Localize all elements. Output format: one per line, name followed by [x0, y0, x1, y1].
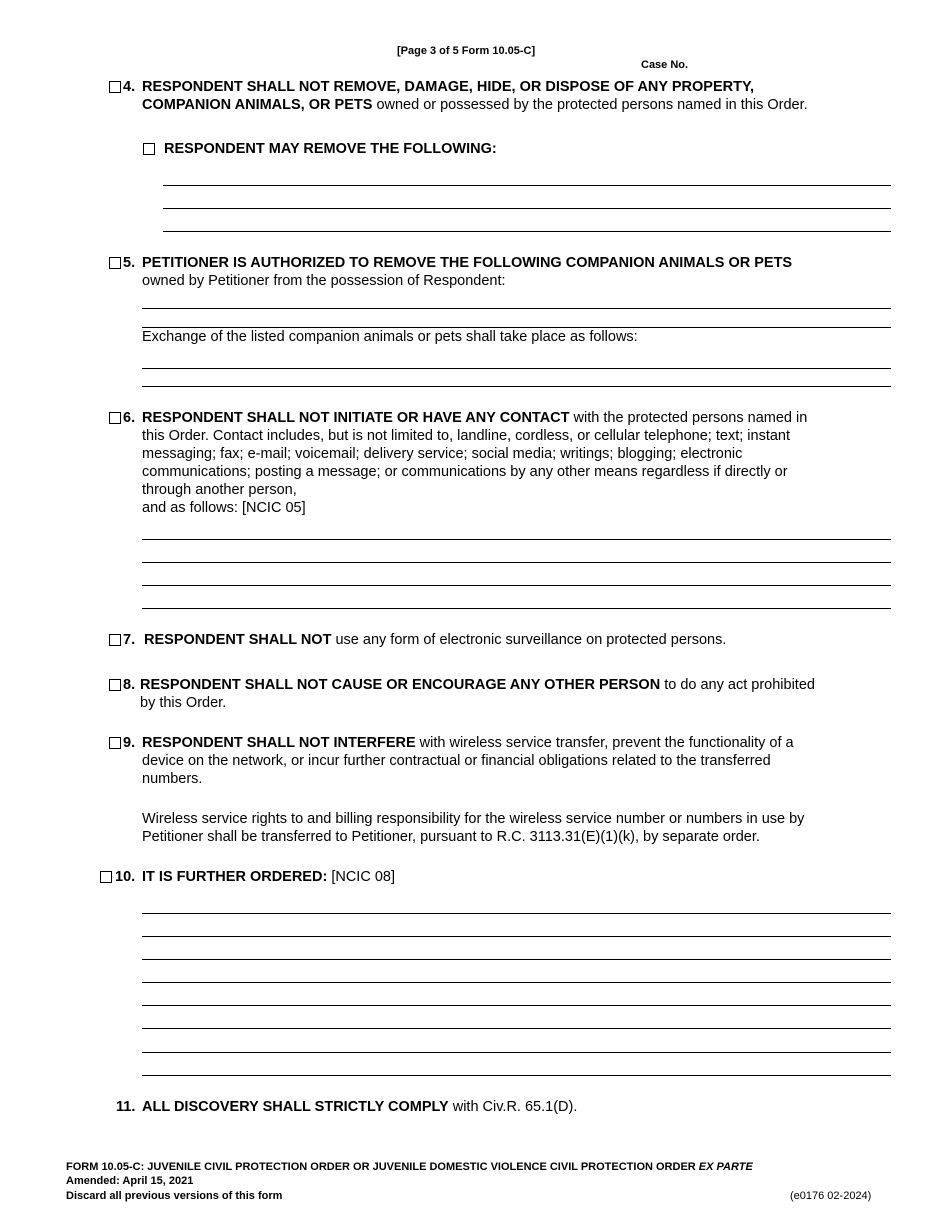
item8-checkbox[interactable]	[109, 679, 121, 691]
item6-number: 6.	[123, 410, 136, 426]
item6-line1	[142, 409, 807, 427]
case-no-label: Case No.	[641, 59, 689, 71]
item8-line1	[140, 676, 815, 694]
item4-blank-line-3[interactable]	[163, 231, 891, 232]
item10-blank-line-2[interactable]	[142, 936, 891, 937]
item7-number: 7.	[123, 632, 136, 648]
item5-blank-line-4[interactable]	[142, 386, 891, 387]
item4-heading-line2	[142, 96, 808, 114]
item6-checkbox[interactable]	[109, 412, 121, 424]
item9-checkbox[interactable]	[109, 737, 121, 749]
item6-line4: communications; posting a message; or communications by any other means regardless if directly or	[142, 464, 788, 480]
item6-blank-line-2[interactable]	[142, 562, 891, 563]
item6-blank-line-3[interactable]	[142, 585, 891, 586]
item9-line1	[142, 734, 794, 752]
item11-heading-bold: ALL DISCOVERY SHALL STRICTLY COMPLY	[142, 1099, 449, 1115]
item4-blank-line-1[interactable]	[163, 185, 891, 186]
item10-blank-line-4[interactable]	[142, 982, 891, 983]
item10-blank-line-5[interactable]	[142, 1005, 891, 1006]
item9-para-line2: Petitioner shall be transferred to Petitioner, pursuant to R.C. 3113.31(E)(1)(k), by separate order.	[142, 829, 760, 845]
item4-sub-label: RESPONDENT MAY REMOVE THE FOLLOWING:	[164, 141, 497, 157]
item5-blank-line-1[interactable]	[142, 308, 891, 309]
item5-number: 5.	[123, 255, 136, 271]
item5-checkbox[interactable]	[109, 257, 121, 269]
item9-line2: device on the network, or incur further contractual or financial obligations related to the transferred	[142, 753, 771, 769]
item6-line2: this Order. Contact includes, but is not limited to, landline, cordless, or cellular telephone; text; instant	[142, 428, 791, 444]
item5-heading: PETITIONER IS AUTHORIZED TO REMOVE THE FOLLOWING COMPANION ANIMALS OR PETS	[142, 255, 793, 271]
item11-heading-rest: with Civ.R. 65.1(D).	[452, 1099, 578, 1115]
item6-line3: messaging; fax; e-mail; voicemail; delivery service; social media; writings; blogging; electronic	[142, 446, 743, 462]
item4-heading-bold: COMPANION ANIMALS, OR PETS	[142, 97, 373, 113]
item8-heading-bold: RESPONDENT SHALL NOT CAUSE OR ENCOURAGE ANY OTHER PERSON	[140, 677, 661, 693]
item8-line2: by this Order.	[140, 695, 227, 711]
item10-heading-rest: [NCIC 08]	[331, 869, 395, 885]
footer-form-title-main: FORM 10.05-C: JUVENILE CIVIL PROTECTION ORDER OR JUVENILE DOMESTIC VIOLENCE CIVIL PROTECTION ORDER	[66, 1161, 696, 1173]
item9-number: 9.	[123, 735, 136, 751]
item6-blank-line-4[interactable]	[142, 608, 891, 609]
footer-form-code: (e0176 02-2024)	[790, 1190, 872, 1202]
footer-amended: Amended: April 15, 2021	[66, 1175, 194, 1187]
item10-blank-line-7[interactable]	[142, 1052, 891, 1053]
footer-discard-note: Discard all previous versions of this form	[66, 1190, 283, 1202]
item8-number: 8.	[123, 677, 136, 693]
item10-checkbox[interactable]	[100, 871, 112, 883]
item7-line1	[144, 631, 726, 649]
item7-heading-bold: RESPONDENT SHALL NOT	[144, 632, 332, 648]
item5-line2: owned by Petitioner from the possession of Respondent:	[142, 273, 506, 289]
item7-checkbox[interactable]	[109, 634, 121, 646]
item7-heading-rest: use any form of electronic surveillance on protected persons.	[335, 632, 727, 648]
item4-blank-line-2[interactable]	[163, 208, 891, 209]
page-label: [Page 3 of 5 Form 10.05-C]	[397, 45, 536, 57]
item11-number: 11.	[116, 1099, 136, 1115]
item10-blank-line-6[interactable]	[142, 1028, 891, 1029]
item5-blank-line-3[interactable]	[142, 368, 891, 369]
item6-line6: and as follows: [NCIC 05]	[142, 500, 306, 516]
item6-line5: through another person,	[142, 482, 297, 498]
item4-checkbox[interactable]	[109, 81, 121, 93]
footer-form-title-italic: EX PARTE	[698, 1161, 753, 1173]
item10-number: 10.	[115, 869, 136, 885]
item5-exchange-text: Exchange of the listed companion animals or pets shall take place as follows:	[142, 329, 638, 345]
item9-heading-bold: RESPONDENT SHALL NOT INTERFERE	[142, 735, 416, 751]
item9-para-line1: Wireless service rights to and billing responsibility for the wireless service number or numbers in use by	[142, 811, 805, 827]
item11-line1	[142, 1098, 577, 1116]
item6-heading-bold: RESPONDENT SHALL NOT INITIATE OR HAVE ANY CONTACT	[142, 410, 570, 426]
item4-sub-checkbox[interactable]	[143, 143, 155, 155]
item6-heading-rest: with the protected persons named in	[573, 410, 808, 426]
item4-number: 4.	[123, 79, 136, 95]
footer-form-title	[66, 1160, 753, 1175]
item10-blank-line-3[interactable]	[142, 959, 891, 960]
item10-line1	[142, 868, 395, 886]
item4-heading-line1: RESPONDENT SHALL NOT REMOVE, DAMAGE, HIDE, OR DISPOSE OF ANY PROPERTY,	[142, 79, 755, 95]
item9-line3: numbers.	[142, 771, 203, 787]
item10-blank-line-1[interactable]	[142, 913, 891, 914]
item6-blank-line-1[interactable]	[142, 539, 891, 540]
item10-blank-line-8[interactable]	[142, 1075, 891, 1076]
item4-heading-rest: owned or possessed by the protected persons named in this Order.	[376, 97, 808, 113]
item8-heading-rest: to do any act prohibited	[664, 677, 815, 693]
item10-heading-bold: IT IS FURTHER ORDERED:	[142, 869, 328, 885]
item9-heading-rest: with wireless service transfer, prevent the functionality of a	[419, 735, 794, 751]
